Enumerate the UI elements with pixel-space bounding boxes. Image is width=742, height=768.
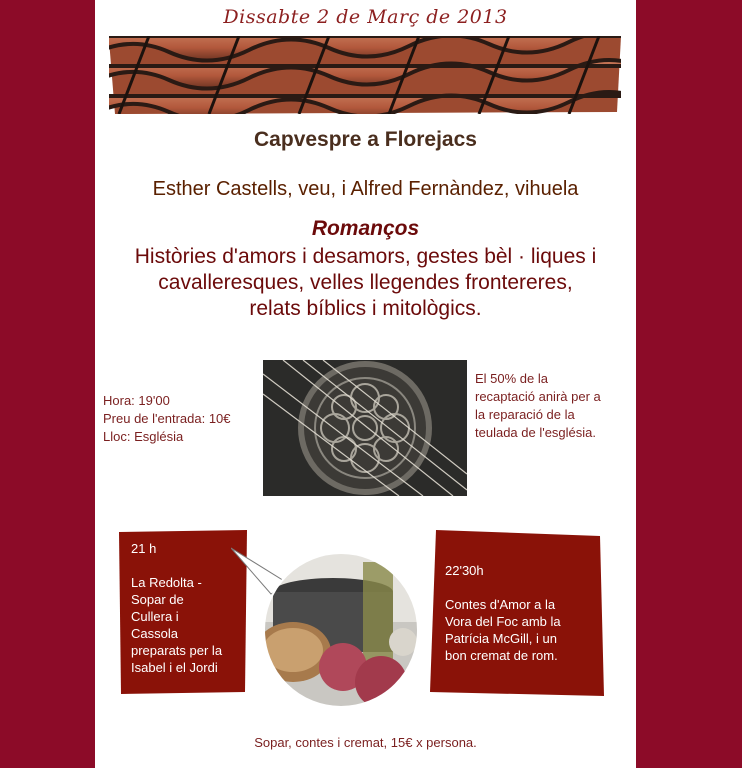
note-line: la reparació de la [475,407,575,422]
event-time: Hora: 19'00 [103,393,170,408]
stories-line: Patrícia McGill, i un [445,631,557,646]
dinner-line: preparats per la [131,643,223,658]
event-details [103,392,231,446]
restoration-note [475,370,635,442]
note-line: teulada de l'església. [475,425,597,440]
event-title: Capvespre a Florejacs [254,128,477,151]
price-summary: Sopar, contes i cremat, 15€ x persona. [254,735,477,750]
note-line: recaptació anirà per a [475,389,601,404]
note-line: El 50% de la [475,371,548,386]
stories-line: Vora del Foc amb la [445,614,561,629]
stories-info [445,562,601,664]
dinner-line: Isabel i el Jordi [131,660,218,675]
description-line: Històries d'amors i desamors, gestes bèl · liques i [134,245,597,268]
roof-tiles-image [109,36,621,114]
event-place: Lloc: Església [103,429,184,444]
stories-line: bon cremat de rom. [445,648,558,663]
dinner-line: Cassola [131,626,178,641]
ticket-price: Preu de l'entrada: 10€ [103,411,231,426]
performers: Esther Castells, veu, i Alfred Fernàndez, vihuela [152,178,579,200]
poster-page [95,0,636,768]
stories-time: 22'30h [445,563,484,578]
dinner-line: Sopar de [131,592,184,607]
description-line: relats bíblics i mitològics. [249,297,482,320]
rose-window-image [263,360,467,496]
dinner-time: 21 h [131,541,157,556]
dinner-info [131,540,249,676]
program-description [95,244,636,322]
description-line: cavalleresques, velles llegendes frontereres, [158,271,573,294]
program-title: Romanços [311,217,420,240]
food-photo [263,552,419,708]
dinner-line: Cullera i [131,609,179,624]
stories-line: Contes d'Amor a la [445,597,556,612]
dinner-line: La Redolta - [131,575,202,590]
event-date: Dissabte 2 de Març de 2013 [223,6,508,28]
